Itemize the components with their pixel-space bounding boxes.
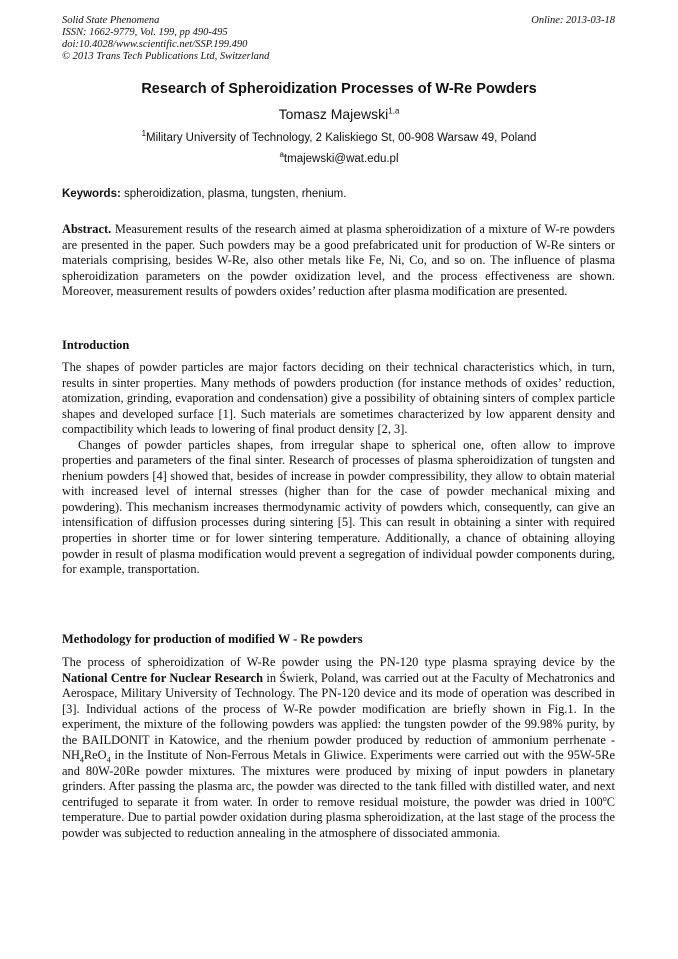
author-line bbox=[0, 105, 678, 123]
abstract-text: Measurement results of the research aimed at plasma spheroidization of a mixture of W-re powders are presented in the paper. Such powders may be a good prefabricated unit for production of W-Re sinters or materials comprising, besides W-Re, also other metals like Fe, Ni, Co, and so on. The influence of plasma spheroidization parameters on the powder oxidization level, and the process effectiveness are shown. Moreover, measurement results of powders oxides’ reduction after plasma modification are presented. bbox=[62, 222, 615, 299]
subscript-1: 4 bbox=[79, 755, 84, 765]
methodology-text-3: ReO bbox=[83, 748, 107, 763]
author-name: Tomasz Majewski bbox=[278, 106, 389, 122]
journal-meta bbox=[62, 15, 269, 63]
email-mark: a bbox=[279, 150, 284, 160]
affiliation-text: Military University of Technology, 2 Kaliskiego St, 00-908 Warsaw 49, Poland bbox=[146, 132, 537, 144]
online-date: Online: 2013-03-18 bbox=[531, 15, 615, 26]
copyright-line: © 2013 Trans Tech Publications Ltd, Switzerland bbox=[62, 51, 270, 62]
doi-line: doi:10.4028/www.scientific.net/SSP.199.490 bbox=[62, 39, 248, 50]
journal-name: Solid State Phenomena bbox=[62, 15, 160, 26]
methodology-text-4: in the Institute of Non-Ferrous Metals in Gliwice. Experiments were carried out with the 95W-5Re and 80W-20Re powder mixtures. The mixtures were produced by mixing of input powders in planetary grinders. After passing the plasma arc, the powder was directed to the tank filled with distilled water, and next centrifuged to separate it from water. In order to remove residual moisture, the powder was dried in 100 bbox=[62, 748, 615, 809]
abstract-label: Abstract. bbox=[62, 222, 112, 236]
degree-superscript: o bbox=[602, 793, 607, 803]
methodology-text-1: The process of spheroidization of W-Re powder using the PN-120 type plasma spraying device by the bbox=[62, 655, 615, 669]
methodology-paragraph bbox=[62, 655, 615, 842]
author-email bbox=[0, 152, 678, 167]
keywords-label: Keywords: bbox=[62, 188, 121, 200]
introduction-heading: Introduction bbox=[62, 338, 130, 352]
methodology-heading: Methodology for production of modified W - Re powders bbox=[62, 632, 363, 646]
introduction-paragraph-2: Changes of powder particles shapes, from irregular shape to spherical one, often allow to improve properties and parameters of the final sinter. Research of processes of plasma spheroidization of tungsten and rhenium powders [4] showed that, besides of increase in powder compressibility, they allow to obtain material with increased level of internal stresses (higher than for the case of powder mechanical mixing and powdering). This mechanism increases thermodynamic activity of powders which, consequently, can give an intensification of diffusion processes during sintering [5]. This can result in obtaining a sinter with required properties in shorter time or for lower sintering temperature. Additionally, a chance of obtaining alloying powder in result of plasma modification would prevent a segregation of individual powder components during, for example, transportation. bbox=[62, 437, 615, 577]
methodology-text-5: C temperature. Due to partial powder oxidation during plasma spheroidization, at the last stage of the process the powder was subjected to reduction annealing in the atmosphere of dissociated ammonia. bbox=[62, 794, 615, 841]
ncnr-name: National Centre for Nuclear Research bbox=[62, 670, 264, 685]
subscript-2: 4 bbox=[106, 755, 111, 765]
issn-line: ISSN: 1662-9779, Vol. 199, pp 490-495 bbox=[62, 27, 228, 38]
affiliation-mark: 1 bbox=[141, 129, 147, 139]
paper-title: Research of Spheroidization Processes of W-Re Powders bbox=[141, 81, 537, 97]
keywords-text: spheroidization, plasma, tungsten, rhenium. bbox=[120, 188, 347, 200]
methodology-body bbox=[62, 655, 615, 842]
introduction-body bbox=[62, 360, 615, 578]
introduction-paragraph-1: The shapes of powder particles are major factors deciding on their technical characteristics which, in turn, results in sinter properties. Many methods of powders production (for instance methods of oxides’ reduction, atomization, grinding, evaporation and condensation) give a possibility of obtaining sinters of complex particle shapes and developed surface [1]. Such materials are sometimes characterized by low apparent density and compactibility which leads to lowering of final product density [2, 3]. bbox=[62, 360, 615, 437]
affiliation bbox=[0, 131, 678, 146]
email-text: tmajewski@wat.edu.pl bbox=[283, 153, 399, 165]
author-marks: 1,a bbox=[388, 106, 400, 116]
methodology-text-2: in Świerk, Poland, was carried out at the Faculty of Mechatronics and Aerospace, Military University of Technology. The PN-120 device and its mode of operation was described in [3]. Individual actions of the process of W-Re powder modification are briefly shown in Fig.1. In the experiment, the mixture of the following powders was applied: the tungsten powder of the 99.98% purity, by the BAILDONIT in Katowice, and the rhenium powder produced by reduction of ammonium perrhenate - NH bbox=[62, 670, 615, 763]
abstract bbox=[62, 222, 615, 300]
keywords bbox=[62, 187, 615, 202]
